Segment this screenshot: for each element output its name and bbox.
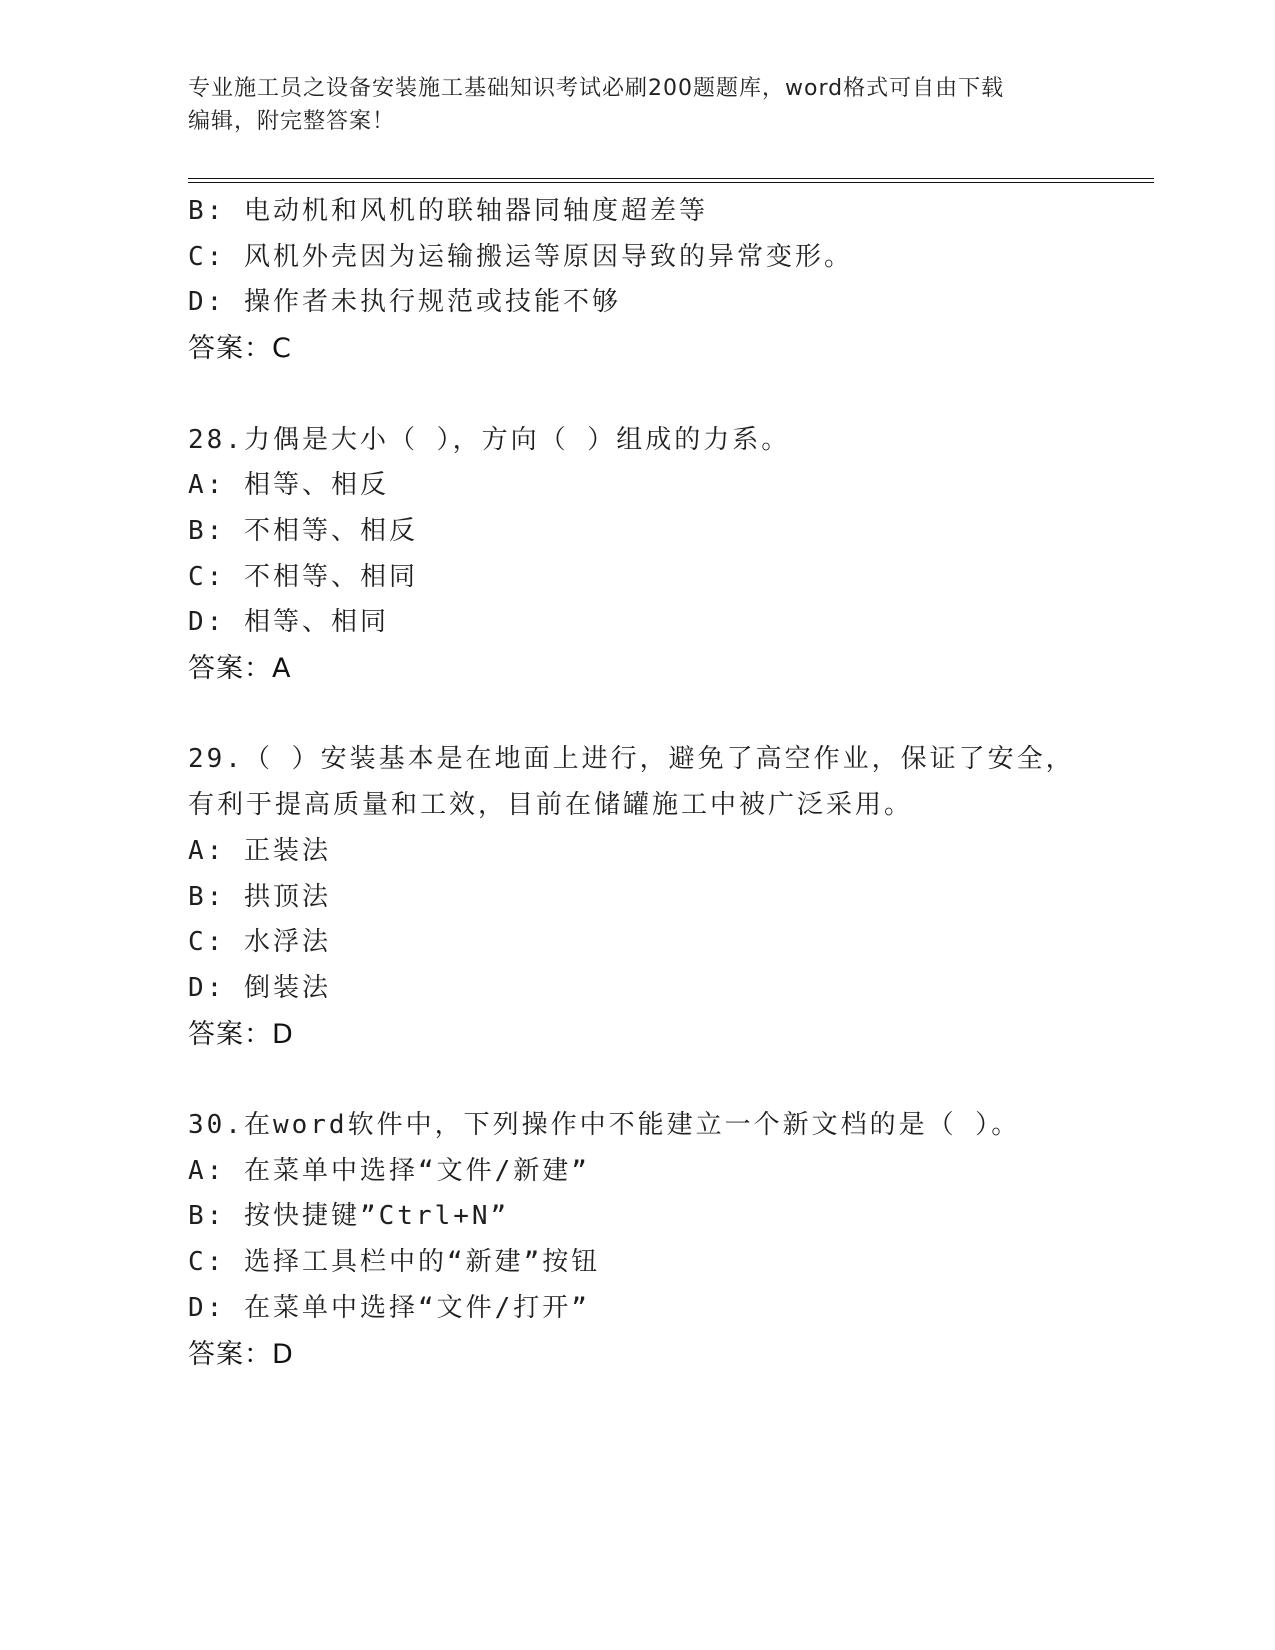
question-block-30 (188, 1103, 1154, 1377)
option-a: A: 正装法 (188, 835, 331, 866)
option-c: C: 风机外壳因为运输搬运等原因导致的异常变形。 (188, 241, 853, 272)
option-a: A: 在菜单中选择“文件/新建” (188, 1155, 590, 1186)
option-b: B: 电动机和风机的联轴器同轴度超差等 (188, 196, 708, 226)
question-stem: 30.在word软件中，下列操作中不能建立一个新文档的是（ ）。 (188, 1110, 1021, 1141)
answer-label: 答案：D (188, 1338, 294, 1370)
option-d: D: 倒装法 (188, 972, 331, 1003)
header-divider (188, 178, 1154, 183)
question-block-28 (188, 418, 1154, 692)
question-stem: 29.（ ）安装基本是在地面上进行，避免了高空作业，保证了安全， (188, 744, 1075, 775)
answer-label: 答案：A (188, 653, 292, 685)
option-c: C: 水浮法 (188, 927, 331, 958)
question-stem: 28.力偶是大小（ ），方向（ ）组成的力系。 (188, 424, 791, 455)
option-b: B: 按快捷键”Ctrl+N” (188, 1201, 510, 1232)
page-header (188, 72, 1088, 138)
option-b: B: 不相等、相反 (188, 515, 418, 546)
question-block-27 (188, 189, 1154, 372)
option-c: C: 选择工具栏中的“新建”按钮 (188, 1247, 601, 1278)
question-stem-continued: 有利于提高质量和工效，目前在储罐施工中被广泛采用。 (188, 790, 914, 821)
option-a: A: 相等、相反 (188, 470, 389, 501)
option-c: C: 不相等、相同 (188, 561, 418, 592)
option-d: D: 相等、相同 (188, 607, 389, 638)
option-d: D: 操作者未执行规范或技能不够 (188, 287, 621, 318)
question-block-29 (188, 737, 1154, 1057)
option-d: D: 在菜单中选择“文件/打开” (188, 1292, 590, 1323)
header-line-2: 编辑，附完整答案！ (188, 109, 396, 134)
answer-label: 答案：C (188, 333, 292, 365)
header-line-1: 专业施工员之设备安装施工基础知识考试必刷200题题库，word格式可自由下载 (188, 76, 1005, 101)
answer-label: 答案：D (188, 1018, 294, 1050)
option-b: B: 拱顶法 (188, 881, 331, 912)
question-content (188, 189, 1154, 1377)
